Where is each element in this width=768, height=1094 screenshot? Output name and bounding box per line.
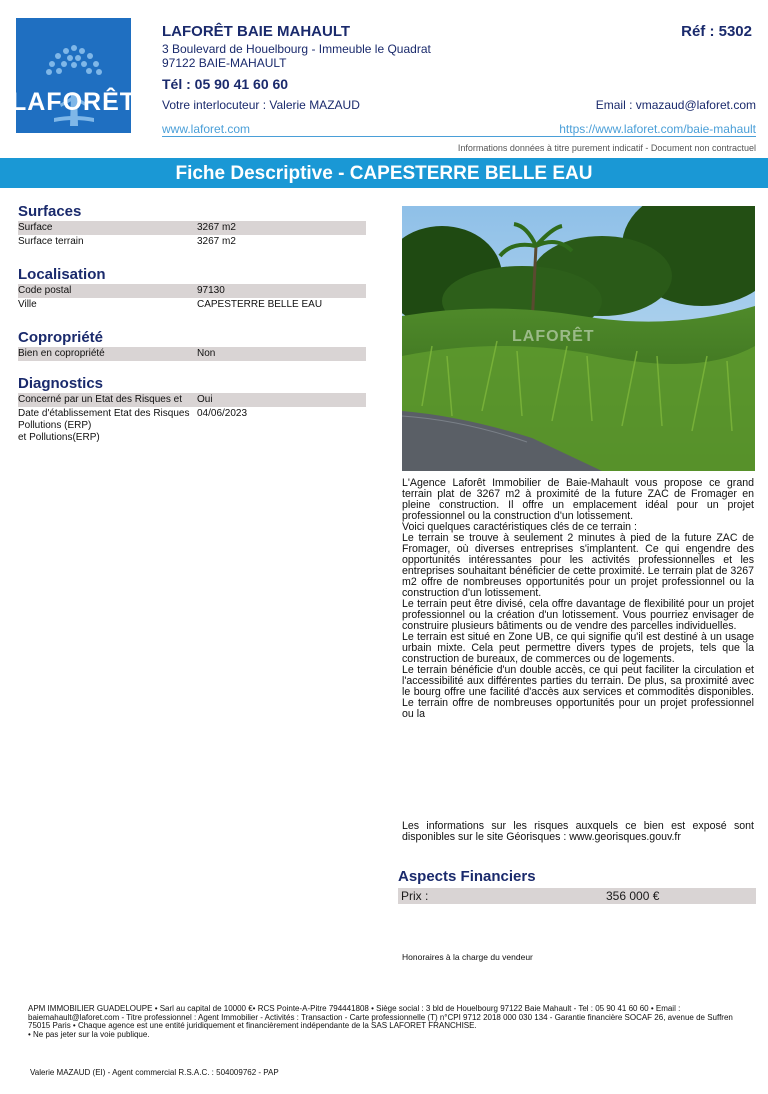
- description-paragraph: Le terrain bénéficie d'un double accès, ce qui peut faciliter la circulation et l'accessibilité aux différentes parties du terrain. De plus, sa proximité avec le bourg offre une facilité d'accès aux services et commodités disponibles. Le terrain offre de nombreuses opportunités pour un projet professionnel ou la: [402, 664, 754, 720]
- table-row: [18, 284, 366, 298]
- row-value: 3267 m2: [197, 236, 236, 247]
- laforet-logo: [10, 18, 137, 133]
- header-divider: [162, 136, 756, 137]
- localisation-section: [18, 265, 366, 312]
- diagnostics-section: [18, 374, 366, 443]
- fees-note: Honoraires à la charge du vendeur: [402, 952, 533, 962]
- section-title: Localisation: [18, 266, 106, 283]
- property-photo: [402, 206, 755, 471]
- contact-person: Votre interlocuteur : Valerie MAZAUD: [162, 98, 360, 112]
- section-title: Diagnostics: [18, 375, 104, 392]
- finance-section-title: Aspects Financiers: [398, 868, 536, 885]
- legal-note: • Ne pas jeter sur la voie publique.: [28, 1029, 150, 1039]
- section-title: Copropriété: [18, 329, 104, 346]
- page-title: Fiche Descriptive - CAPESTERRE BELLE EAU: [0, 158, 768, 188]
- tree-icon: [24, 34, 124, 134]
- row-value: 04/06/2023: [197, 408, 248, 419]
- legal-notice: [28, 1005, 748, 1039]
- table-row: [18, 221, 366, 235]
- description-paragraph: L'Agence Laforêt Immobilier de Baie-Mahault vous propose ce grand terrain plat de 3267 m2 à proximité de la future ZAC de Fromager en pleine construction. Il offre un emplacement idéal pour un projet professionnel ou la construction d'un lotissement.: [402, 477, 754, 522]
- website-link[interactable]: www.laforet.com: [162, 122, 251, 136]
- phone-number: Tél : 05 90 41 60 60: [162, 76, 289, 92]
- row-label: Surface terrain: [18, 236, 84, 247]
- agent-info: Valerie MAZAUD (EI) - Agent commercial R.S.A.C. : 504009762 - PAP: [30, 1068, 279, 1077]
- price-row: [398, 888, 756, 904]
- row-value: Oui: [197, 394, 213, 405]
- row-label: Surface: [18, 222, 53, 233]
- logo-wordmark: LAFORÊT: [10, 88, 137, 116]
- row-label: Date d'établissement Etat des Risques: [18, 408, 190, 419]
- agency-name: LAFORÊT BAIE MAHAULT: [162, 23, 351, 40]
- table-row: [18, 393, 366, 407]
- section-title: Surfaces: [18, 203, 82, 220]
- description-paragraph: Voici quelques caractéristiques clés de ce terrain :: [402, 521, 637, 533]
- surfaces-section: [18, 202, 366, 249]
- table-row: [18, 235, 366, 249]
- table-row: [18, 347, 366, 361]
- legal-text: APM IMMOBILIER GUADELOUPE • Sarl au capital de 10000 €• RCS Pointe-A-Pitre 794441808 • Siège social : 3 bld de Houelbourg 97122 Baie Mahault - Tel : 05 90 41 60 60 • Email : baiemahault@laforet.com - Titre professionnel : Agent Immobilier - Activités : Transaction - Carte professionnelle (T) n°CPI 9712 2018 000 030 134 - Garantie financière SOCAF 26, avenue de Suffren 75015 Paris • Chaque agence est une entité juridiquement et financièrement indépendante de la SAS LAFORET FRANCHISE.: [28, 1004, 733, 1030]
- table-row: [18, 407, 366, 421]
- row-label: Code postal: [18, 285, 72, 296]
- reference-number: Réf : 5302: [681, 23, 752, 40]
- row-label: Bien en copropriété: [18, 348, 105, 359]
- disclaimer: Informations données à titre purement indicatif - Document non contractuel: [457, 143, 756, 153]
- diagnostic-note-1: Pollutions (ERP): [18, 420, 92, 431]
- property-description: [402, 478, 754, 720]
- row-label: Concerné par un Etat des Risques et: [18, 394, 182, 405]
- price-value: 356 000 €: [606, 889, 660, 903]
- address-line-2: 97122 BAIE-MAHAULT: [162, 56, 287, 70]
- row-value: CAPESTERRE BELLE EAU: [197, 299, 323, 310]
- address-line-1: 3 Boulevard de Houelbourg - Immeuble le Quadrat: [162, 42, 431, 56]
- description-paragraph: Le terrain peut être divisé, cela offre davantage de flexibilité pour un projet professionnel ou la création d'un lotissement. Vous pourriez envisager de construire plusieurs bâtiments ou de vendre des parcelles individuelles.: [402, 598, 754, 632]
- property-details: [18, 202, 366, 455]
- description-paragraph: Le terrain se trouve à seulement 2 minutes à pied de la future ZAC de Fromager, où diverses entreprises s'implantent. Ce qui engendre des opportunités intéressantes pour les activités professionnelles et les entreprises souhaitant bénéficier de cette proximité. Le terrain plat de 3267 m2 offre de nombreuses opportunités pour un projet professionnel ou la construction d'un lotissement.: [402, 532, 754, 599]
- contact-email[interactable]: Email : vmazaud@laforet.com: [595, 98, 756, 112]
- row-value: 3267 m2: [197, 222, 236, 233]
- row-value: 97130: [197, 285, 225, 296]
- diagnostic-note-2: et Pollutions(ERP): [18, 432, 100, 443]
- agency-page-link[interactable]: https://www.laforet.com/baie-mahault: [559, 122, 756, 136]
- row-value: Non: [197, 348, 216, 359]
- copropriete-section: [18, 328, 366, 361]
- description-paragraph: Le terrain est situé en Zone UB, ce qui signifie qu'il est destiné à un usage urbain mixte. Cela peut permettre divers types de projets, tels que la construction de bureaux, de commerces ou de logements.: [402, 631, 754, 665]
- row-label: Ville: [18, 299, 37, 310]
- photo-watermark: LAFORÊT: [512, 328, 595, 345]
- risk-info: Les informations sur les risques auxquels ce bien est exposé sont disponibles sur le site Géorisques : www.georisques.gouv.fr: [402, 820, 754, 843]
- price-label: Prix :: [401, 889, 429, 903]
- table-row: [18, 298, 366, 312]
